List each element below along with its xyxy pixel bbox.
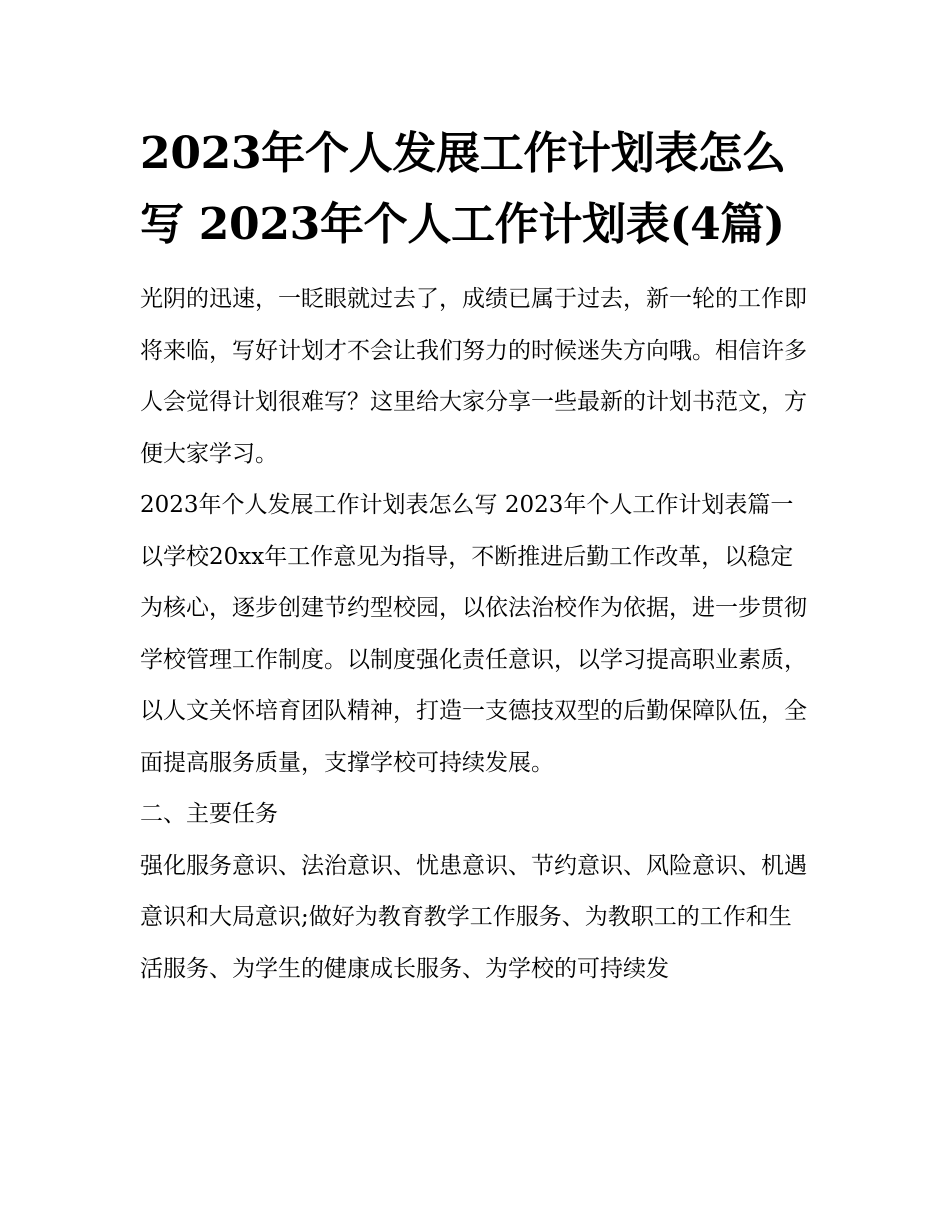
main-tasks-paragraph: 强化服务意识、法治意识、忧患意识、节约意识、风险意识、机遇意识和大局意识;做好为教育教学工作服务、为教职工的工作和生活服务、为学生的健康成长服务、为学校的可持续发: [140, 852, 807, 982]
intro-paragraph: 光阴的迅速，一眨眼就过去了，成绩已属于过去，新一轮的工作即将来临，写好计划才不会让我们努力的时候迷失方向哦。相信许多人会觉得计划很难写？这里给大家分享一些最新的计划书范文，方便大家学习。: [140, 286, 807, 467]
guiding-principle-paragraph: 以学校20xx年工作意见为指导，不断推进后勤工作改革，以稳定为核心，逐步创建节约型校园，以依法治校作为依据，进一步贯彻学校管理工作制度。以制度强化责任意识，以学习提高职业素质，以人文关怀培育团队精神，打造一支德技双型的后勤保障队伍，全面提高服务质量，支撑学校可持续发展。: [140, 543, 807, 776]
document-page: [140, 118, 812, 995]
main-tasks-heading: 二、主要任务: [140, 801, 278, 827]
document-title: 2023年个人发展工作计划表怎么写 2023年个人工作计划表(4篇): [140, 128, 786, 250]
section-heading-part-one: 2023年个人发展工作计划表怎么写 2023年个人工作计划表篇一: [140, 492, 794, 518]
